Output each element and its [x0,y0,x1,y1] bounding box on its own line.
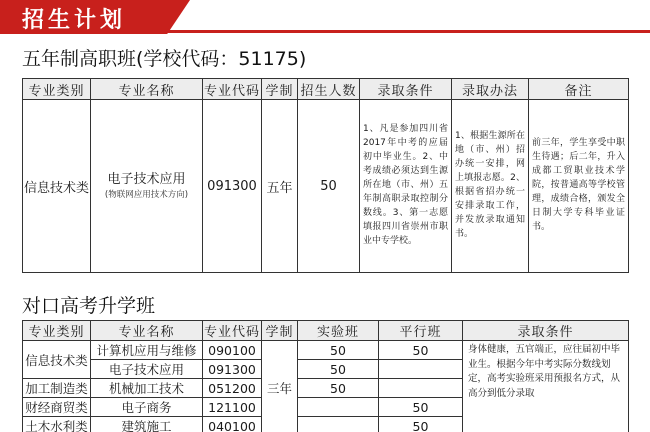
header-category: 专业类别 [23,79,91,100]
major-name: 电子技术应用 [107,171,186,187]
cell-parallel: 50 [379,341,463,360]
cell-conditions: 身体健康，五官端正，应往届初中毕业生。根据今年中考实际分数线划定，高考实验班采用预报名方式，从高分到低分录取 [463,341,629,432]
cell-code: 121100 [203,398,262,417]
cell-code: 090100 [203,341,262,360]
cell-name: 计算机应用与维修 [91,341,203,360]
header-conditions: 录取条件 [463,321,629,341]
cell-name: 建筑施工 [91,417,203,432]
cell-method: 1、根据生源所在地（市、州）招办统一安排，网上填报志愿。2、根据省招办统一安排录取工作，并发放录取通知书。 [452,100,529,273]
cell-name: 电子技术应用 [91,360,203,379]
banner-rule [160,30,650,33]
five-year-table [22,78,629,273]
cell-experimental: 50 [298,341,379,360]
header-code: 专业代码 [203,79,262,100]
cell-category: 信息技术类 [23,100,91,273]
cell-parallel: 50 [379,417,463,432]
cell-category: 财经商贸类 [23,398,91,417]
cell-category: 加工制造类 [23,379,91,398]
section-banner [0,0,650,36]
five-year-title: 五年制高职班(学校代码：51175) [22,48,307,70]
cell-conditions: 1、凡是参加四川省2017年中考的应届初中毕业生。2、中考成绩必须达到生源所在地（市、州）五年制高职录取控制分数线。3、第一志愿填报四川省崇州市职业中专学校。 [360,100,452,273]
cell-code: 051200 [203,379,262,398]
cell-code: 091300 [203,360,262,379]
header-name: 专业名称 [91,321,203,341]
cell-duration: 三年 [262,341,298,432]
header-duration: 学制 [262,79,298,100]
header-duration: 学制 [262,321,298,341]
gaokao-title: 对口高考升学班 [22,295,156,317]
header-category: 专业类别 [23,321,91,341]
cell-name [91,100,203,273]
cell-code: 091300 [203,100,262,273]
gaokao-header-row [23,321,629,341]
header-enrollment: 招生人数 [298,79,360,100]
five-year-header-row [23,79,629,100]
cell-duration: 五年 [262,100,298,273]
header-code: 专业代码 [203,321,262,341]
table-row [23,100,629,273]
cell-parallel [379,379,463,398]
cell-name: 电子商务 [91,398,203,417]
header-method: 录取办法 [452,79,529,100]
header-experimental: 实验班 [298,321,379,341]
table-row [23,341,629,360]
header-parallel: 平行班 [379,321,463,341]
cell-code: 040100 [203,417,262,432]
cell-experimental: 50 [298,360,379,379]
cell-enrollment: 50 [298,100,360,273]
gaokao-table [22,320,629,432]
major-direction: (物联网应用技术方向) [104,189,189,200]
cell-category: 信息技术类 [23,341,91,379]
cell-parallel [379,360,463,379]
banner-title: 招生计划 [22,8,127,33]
cell-experimental: 50 [298,379,379,398]
cell-experimental [298,398,379,417]
cell-category: 土木水利类 [23,417,91,432]
header-conditions: 录取条件 [360,79,452,100]
header-remarks: 备注 [529,79,629,100]
header-name: 专业名称 [91,79,203,100]
cell-remarks: 前三年，学生享受中职生待遇；后二年，升入成都工贸职业技术学院，按普通高等学校管理，成绩合格，颁发全日制大学专科毕业证书。 [529,100,629,273]
cell-experimental [298,417,379,432]
cell-parallel: 50 [379,398,463,417]
cell-name: 机械加工技术 [91,379,203,398]
